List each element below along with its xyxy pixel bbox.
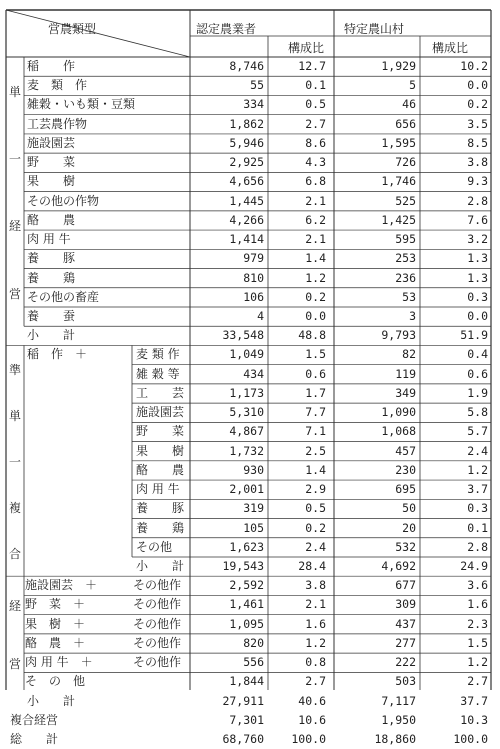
value-col2: 695: [395, 482, 416, 497]
ratio-col2: 0.6: [467, 366, 488, 381]
value-col1: 68,760: [222, 732, 264, 747]
value-col2: 18,860: [374, 732, 416, 747]
ratio-col1: 2.1: [305, 597, 326, 612]
multi-main-label: 果 樹 ＋: [25, 616, 86, 631]
ratio-col2: 1.5: [467, 635, 488, 650]
subtotal-label: 小 計: [27, 693, 76, 708]
multi-row-label: その他作: [133, 597, 182, 612]
value-col1: 1,445: [229, 193, 264, 208]
ratio-col1: 7.7: [305, 405, 326, 420]
group-label-single: 単: [8, 84, 21, 99]
value-col1: 1,732: [229, 443, 264, 458]
group-label-single: 経: [8, 219, 21, 234]
ratio-col1: 1.5: [305, 347, 326, 362]
ratio-col1: 2.7: [305, 116, 326, 131]
value-col2: 3: [409, 308, 416, 323]
grid-line: [6, 10, 190, 57]
multi-main-label: そ の 他: [25, 674, 86, 689]
value-col2: 253: [395, 251, 416, 266]
value-col1: 2,592: [229, 578, 264, 593]
ratio-col1: 1.2: [305, 635, 326, 650]
row-label: 雑穀・いも類・豆類: [27, 97, 136, 112]
ratio-col2: 0.4: [467, 347, 488, 362]
value-col2: 82: [402, 347, 416, 362]
semi-row-label: 施設園芸: [136, 405, 185, 420]
value-col2: 525: [395, 193, 416, 208]
ratio-col1: 0.5: [305, 97, 326, 112]
ratio-col2: 2.4: [467, 443, 488, 458]
value-col2: 726: [395, 155, 416, 170]
value-col2: 119: [395, 366, 416, 381]
value-col1: 2,001: [229, 482, 264, 497]
total-label: 総 計: [10, 732, 59, 747]
value-col1: 55: [250, 78, 264, 93]
value-col2: 1,068: [381, 424, 416, 439]
semi-row-label: 酪 農: [136, 462, 185, 477]
composite-label: 複合経営: [10, 712, 59, 727]
row-label: 養 蚕: [27, 308, 76, 323]
ratio-col1: 2.7: [305, 674, 326, 689]
value-col2: 46: [402, 97, 416, 112]
value-col1: 33,548: [222, 328, 264, 343]
ratio-col1: 6.2: [305, 212, 326, 227]
value-col1: 1,844: [229, 674, 264, 689]
ratio-col1: 7.1: [305, 424, 326, 439]
ratio-col2: 3.8: [467, 155, 488, 170]
value-col2: 1,950: [381, 712, 416, 727]
value-col1: 556: [243, 655, 264, 670]
ratio-col2: 5.7: [467, 424, 488, 439]
value-col1: 105: [243, 520, 264, 535]
value-col2: 230: [395, 462, 416, 477]
row-label: 麦 類 作: [27, 78, 88, 93]
value-col1: 4,266: [229, 212, 264, 227]
value-col1: 4: [257, 308, 264, 323]
row-label: 果 樹: [27, 174, 76, 189]
value-col2: 1,425: [381, 212, 416, 227]
multi-main-label: 野 菜 ＋: [25, 597, 86, 612]
value-col2: 595: [395, 232, 416, 247]
value-col2: 1,595: [381, 135, 416, 150]
value-col1: 334: [243, 97, 264, 112]
multi-main-label: 施設園芸 ＋: [25, 578, 98, 593]
ratio-col1: 1.2: [305, 270, 326, 285]
ratio-col2: 0.1: [467, 520, 488, 535]
ratio-col1: 100.0: [291, 732, 326, 747]
value-col2: 309: [395, 597, 416, 612]
value-col1: 5,310: [229, 405, 264, 420]
value-col2: 503: [395, 674, 416, 689]
value-col2: 1,090: [381, 405, 416, 420]
ratio-col2: 3.7: [467, 482, 488, 497]
multi-row-label: その他作: [133, 578, 182, 593]
semi-row-label: 雑 穀 等: [136, 366, 180, 381]
value-col2: 656: [395, 116, 416, 131]
value-col1: 1,461: [229, 597, 264, 612]
value-col1: 1,049: [229, 347, 264, 362]
group-label-semi: 単: [8, 408, 21, 423]
multi-row-label: その他作: [133, 635, 182, 650]
ratio-col1: 0.8: [305, 655, 326, 670]
ratio-col2: 9.3: [467, 174, 488, 189]
value-col1: 434: [243, 366, 264, 381]
ratio-col2: 2.7: [467, 674, 488, 689]
value-col2: 1,746: [381, 174, 416, 189]
semi-row-label: 肉 用 牛: [136, 482, 180, 497]
ratio-col1: 1.6: [305, 616, 326, 631]
row-label: 養 鶏: [27, 270, 76, 285]
ratio-col2: 1.6: [467, 597, 488, 612]
ratio-col1: 12.7: [298, 59, 326, 73]
value-col2: 677: [395, 578, 416, 593]
value-col2: 4,692: [381, 558, 416, 573]
semi-row-label: 果 樹: [136, 443, 185, 458]
multi-row-label: その他作: [133, 655, 182, 670]
row-label: その他の作物: [27, 193, 100, 208]
ratio-col2: 0.3: [467, 501, 488, 516]
row-label: 養 豚: [27, 251, 76, 266]
ratio-col2: 7.6: [467, 212, 488, 227]
ratio-col1: 2.9: [305, 482, 326, 497]
value-col1: 27,911: [222, 693, 264, 708]
ratio-col1: 6.8: [305, 174, 326, 189]
multi-row-label: その他作: [133, 616, 182, 631]
value-col2: 1,929: [381, 59, 416, 73]
ratio-col2: 37.7: [460, 693, 488, 708]
value-col1: 5,946: [229, 135, 264, 150]
ratio-col2: 0.0: [467, 308, 488, 323]
value-col1: 810: [243, 270, 264, 285]
group-label-semi: 一: [8, 454, 21, 469]
ratio-col1: 0.1: [305, 78, 326, 93]
semi-subtotal-label: 小 計: [136, 558, 185, 573]
ratio-col1: 40.6: [298, 693, 326, 708]
header-col2: 特定農山村: [344, 22, 405, 36]
ratio-col2: 0.2: [467, 97, 488, 112]
value-col1: 4,656: [229, 174, 264, 189]
value-col2: 50: [402, 501, 416, 516]
group-label-semi: 準: [8, 362, 21, 377]
value-col1: 979: [243, 251, 264, 266]
value-col2: 7,117: [381, 693, 416, 708]
ratio-col1: 28.4: [298, 558, 326, 573]
ratio-col2: 51.9: [460, 328, 488, 343]
ratio-col1: 4.3: [305, 155, 326, 170]
ratio-col2: 2.8: [467, 539, 488, 554]
ratio-col1: 0.2: [305, 289, 326, 304]
group-label-multi: 経: [8, 599, 21, 614]
value-col2: 349: [395, 385, 416, 400]
value-col1: 1,414: [229, 232, 264, 247]
ratio-col1: 0.6: [305, 366, 326, 381]
ratio-col1: 3.8: [305, 578, 326, 593]
ratio-col1: 1.7: [305, 385, 326, 400]
semi-row-label: 養 鶏: [136, 520, 185, 535]
ratio-col2: 1.2: [467, 462, 488, 477]
value-col1: 7,301: [229, 712, 264, 727]
semi-main-label: 稲 作 ＋: [27, 347, 88, 362]
row-label: その他の畜産: [27, 289, 100, 304]
group-label-semi: 合: [8, 547, 21, 562]
value-col2: 53: [402, 289, 416, 304]
value-col1: 1,862: [229, 116, 264, 131]
value-col1: 1,173: [229, 385, 264, 400]
header-type-label: 営農類型: [48, 22, 97, 36]
value-col1: 1,095: [229, 616, 264, 631]
value-col2: 9,793: [381, 328, 416, 343]
value-col2: 236: [395, 270, 416, 285]
group-label-multi: 営: [8, 656, 21, 671]
semi-row-label: 養 豚: [136, 501, 185, 516]
ratio-col2: 100.0: [453, 732, 488, 747]
ratio-col2: 8.5: [467, 135, 488, 150]
ratio-col1: 2.4: [305, 539, 326, 554]
multi-main-label: 酪 農 ＋: [25, 635, 86, 650]
ratio-col2: 1.9: [467, 385, 488, 400]
ratio-col2: 1.3: [467, 270, 488, 285]
ratio-col2: 2.3: [467, 616, 488, 631]
value-col2: 532: [395, 539, 416, 554]
value-col1: 106: [243, 289, 264, 304]
ratio-col1: 2.1: [305, 232, 326, 247]
group-label-single: 営: [8, 286, 21, 301]
semi-row-label: 野 菜: [136, 424, 185, 439]
semi-row-label: その他: [136, 539, 173, 554]
value-col2: 20: [402, 520, 416, 535]
ratio-col2: 5.8: [467, 405, 488, 420]
value-col2: 457: [395, 443, 416, 458]
ratio-col1: 10.6: [298, 712, 326, 727]
ratio-col2: 3.5: [467, 116, 488, 131]
value-col1: 4,867: [229, 424, 264, 439]
value-col1: 930: [243, 462, 264, 477]
ratio-col1: 1.4: [305, 462, 326, 477]
ratio-col1: 0.2: [305, 520, 326, 535]
ratio-col2: 24.9: [460, 558, 488, 573]
value-col1: 19,543: [222, 558, 264, 573]
ratio-col2: 0.3: [467, 289, 488, 304]
value-col2: 5: [409, 78, 416, 93]
group-label-single: 一: [8, 151, 21, 166]
ratio-col2: 2.8: [467, 193, 488, 208]
header-col1: 認定農業者: [196, 22, 257, 36]
ratio-col2: 3.2: [467, 232, 488, 247]
value-col2: 277: [395, 635, 416, 650]
row-label: 稲 作: [27, 59, 76, 73]
semi-row-label: 麦 類 作: [136, 347, 180, 362]
multi-main-label: 肉 用 牛 ＋: [25, 655, 93, 670]
ratio-col1: 2.5: [305, 443, 326, 458]
ratio-col2: 3.6: [467, 578, 488, 593]
row-label: 工芸農作物: [27, 116, 88, 131]
ratio-col1: 1.4: [305, 251, 326, 266]
ratio-col2: 1.2: [467, 655, 488, 670]
row-label: 野 菜: [27, 155, 76, 170]
value-col1: 8,746: [229, 59, 264, 73]
row-label: 酪 農: [27, 212, 76, 227]
header-ratio1: 構成比: [288, 41, 325, 55]
header-ratio2: 構成比: [432, 41, 469, 55]
ratio-col1: 0.0: [305, 308, 326, 323]
ratio-col2: 1.3: [467, 251, 488, 266]
ratio-col1: 2.1: [305, 193, 326, 208]
group-label-semi: 複: [8, 500, 21, 515]
value-col1: 2,925: [229, 155, 264, 170]
ratio-col1: 0.5: [305, 501, 326, 516]
row-label: 施設園芸: [27, 135, 76, 150]
value-col1: 1,623: [229, 539, 264, 554]
semi-row-label: 工 芸: [136, 385, 185, 400]
row-label: 肉 用 牛: [27, 232, 71, 247]
ratio-col2: 0.0: [467, 78, 488, 93]
ratio-col2: 10.3: [460, 712, 488, 727]
ratio-col1: 8.6: [305, 135, 326, 150]
ratio-col1: 48.8: [298, 328, 326, 343]
subtotal-label: 小 計: [27, 328, 76, 343]
value-col1: 820: [243, 635, 264, 650]
value-col2: 437: [395, 616, 416, 631]
value-col2: 222: [395, 655, 416, 670]
value-col1: 319: [243, 501, 264, 516]
ratio-col2: 10.2: [460, 59, 488, 73]
